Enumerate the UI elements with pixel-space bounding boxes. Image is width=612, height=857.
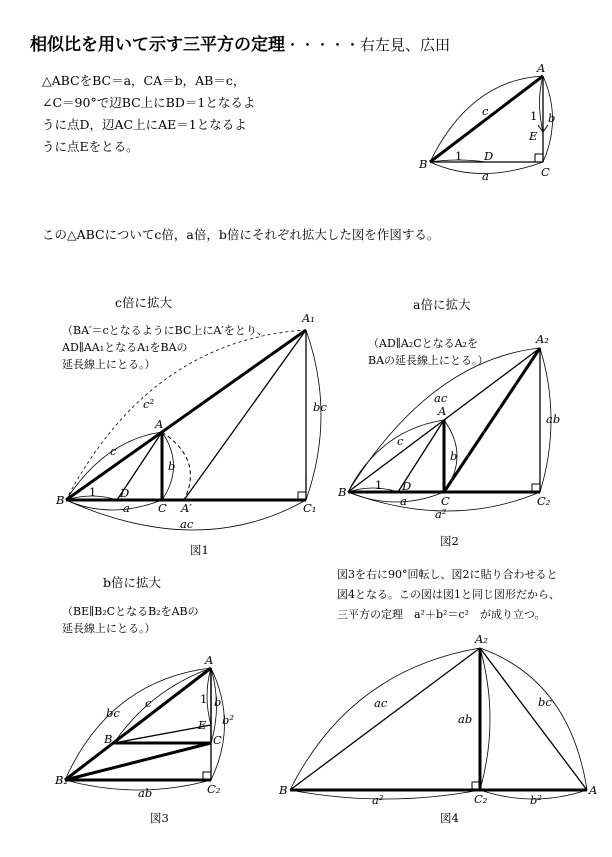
label-Ap: A′: [181, 501, 192, 515]
title-dots: ・・・・・: [285, 36, 361, 54]
caption-fig3: 図3: [150, 811, 169, 825]
label-C: C: [158, 501, 167, 515]
label-c: c: [110, 444, 117, 458]
label-b: b: [214, 695, 222, 709]
label-D: D: [402, 479, 412, 493]
label-C1: C₁: [303, 501, 317, 515]
label-a: a: [400, 494, 407, 508]
label-b: b: [548, 111, 556, 125]
note-line: 延長線上にとる。）: [62, 622, 156, 635]
note-line: AD∥AA₁となるA₁をBAの: [62, 341, 188, 354]
label-C2: C₂: [474, 792, 488, 806]
label-C: C: [541, 165, 550, 179]
label-B2: B₂: [55, 773, 69, 787]
label-ab: ab: [458, 712, 473, 726]
label-ac: ac: [180, 517, 194, 531]
fig-c-title: c倍に拡大: [115, 295, 173, 310]
label-B: B: [419, 157, 428, 171]
label-ab: ab: [138, 786, 153, 800]
label-A2: A₂: [475, 632, 488, 646]
figure-1: [66, 330, 321, 530]
label-b2: b²: [530, 793, 542, 807]
note-line: 延長線上にとる。）: [62, 358, 156, 371]
author: 右左見、広田: [360, 36, 451, 54]
note-line: BAの延長線上にとる。）: [368, 354, 489, 367]
label-A: A: [155, 417, 164, 431]
label-D: D: [120, 486, 130, 500]
title-text: 相似比を用いて示す三平方の定理: [30, 35, 285, 55]
label-one: 1: [89, 485, 97, 499]
fig-a-title: a倍に拡大: [413, 297, 471, 312]
label-B: B: [279, 783, 288, 797]
fig4-line: 図4となる。この図は図1と同じ図形だから、: [337, 588, 560, 601]
fig-b-title: b倍に拡大: [103, 575, 162, 590]
label-E: E: [529, 129, 538, 143]
label-ab: ab: [546, 412, 561, 426]
label-a: a: [123, 501, 130, 515]
label-a2: a²: [435, 507, 447, 521]
label-D: D: [484, 149, 494, 163]
fig4-line: 三平方の定理 a²＋b²＝c² が成り立つ。: [337, 608, 546, 621]
label-A: A: [438, 404, 447, 418]
caption-fig2: 図2: [440, 534, 459, 548]
label-b2: b²: [222, 713, 234, 727]
note-line: （AD∥A₂CとなるA₂を: [368, 337, 478, 350]
label-a: a: [482, 169, 489, 183]
intro-line: うに点D，辺AC上にAE＝1となるよ: [42, 117, 247, 132]
label-c: c: [397, 434, 404, 448]
label-bc: bc: [313, 400, 327, 414]
label-A1: A₁: [302, 311, 315, 325]
label-a2: a²: [372, 793, 384, 807]
label-ac: ac: [374, 696, 388, 710]
figure-4: [290, 648, 587, 799]
label-c: c: [145, 696, 152, 710]
label-ac: ac: [434, 391, 448, 405]
label-B: B: [104, 732, 113, 746]
note-line: （BE∥B₂CとなるB₂をABの: [62, 605, 199, 618]
label-b: b: [450, 449, 458, 463]
label-A: A: [205, 653, 214, 667]
label-one: 1: [455, 149, 463, 163]
note-line: （BA′＝cとなるようにBC上にA′をとり、: [62, 324, 268, 337]
label-A2: A₂: [536, 332, 549, 346]
label-bc: bc: [106, 706, 120, 720]
label-bc: bc: [538, 695, 552, 709]
label-C2: C₂: [537, 494, 551, 508]
label-B: B: [56, 493, 65, 507]
label-one: 1: [530, 109, 538, 123]
fig4-line: 図3を右に90°回転し、図2に貼り合わせると: [337, 568, 558, 581]
label-A: A: [537, 61, 546, 75]
label-C: C: [441, 494, 450, 508]
label-B: B: [338, 485, 347, 499]
label-one: 1: [375, 478, 383, 492]
label-A: A: [589, 783, 598, 797]
label-b: b: [168, 459, 176, 473]
caption-fig4: 図4: [440, 811, 459, 825]
intro-line: ∠C＝90°で辺BC上にBD＝1となるよ: [42, 95, 256, 110]
label-c: c: [482, 104, 489, 118]
label-E: E: [198, 718, 207, 732]
label-C: C: [213, 733, 222, 747]
label-c2: c²: [143, 397, 155, 411]
caption-fig1: 図1: [190, 543, 209, 557]
label-C2: C₂: [207, 782, 221, 796]
statement: この△ABCについてc倍，a倍，b倍にそれぞれ拡大した図を作図する。: [42, 227, 440, 242]
intro-line: うに点Eをとる。: [42, 139, 139, 154]
label-one: 1: [200, 692, 208, 706]
intro-line: △ABCをBC＝a，CA＝b，AB＝c，: [42, 73, 246, 88]
